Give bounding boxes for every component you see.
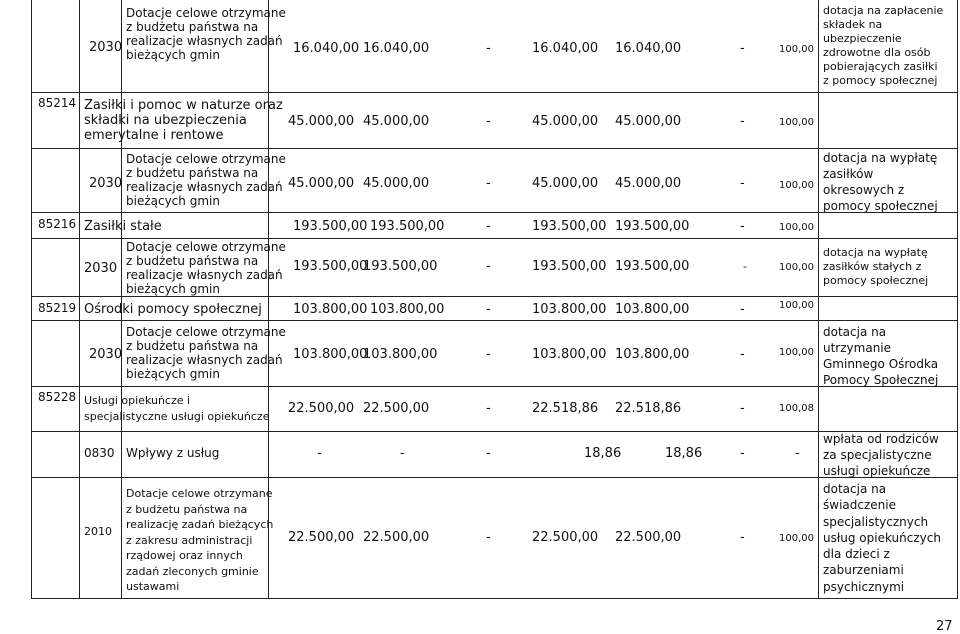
plan-value: 103.800,00 [293, 347, 368, 362]
dash-cell: - [743, 260, 747, 273]
name-line: z budżetu państwa na [126, 20, 259, 34]
row-description [823, 431, 939, 479]
after-changes-value: 16.040,00 [363, 41, 430, 56]
description-line: usług opiekuńczych [823, 530, 941, 545]
name-line: realizację zadań bieżących [126, 518, 274, 531]
name-line: z budżetu państwa na [126, 339, 259, 353]
paragraph-code: 2030 [89, 347, 123, 362]
row-description [823, 150, 938, 214]
description-line: zasiłków [823, 167, 874, 181]
description-line: wpłata od rodziców [823, 432, 939, 446]
dash-cell: - [740, 347, 745, 362]
execution-value: 16.040,00 [615, 41, 682, 56]
row-name [126, 240, 286, 296]
description-line: specjalistycznych [823, 514, 929, 529]
row-name [126, 486, 273, 595]
description-line: pobierających zasiłki [823, 60, 938, 73]
grid-line [31, 212, 958, 213]
description-line: z pomocy społecznej [823, 74, 938, 87]
description-line: dotacja na wypłatę [823, 151, 938, 165]
dash-cell: - [486, 41, 491, 56]
row-name [84, 98, 283, 143]
name-line: Dotacje celowe otrzymane [126, 487, 273, 500]
name-line: bieżących gmin [126, 282, 220, 296]
paragraph-code: 2030 [84, 261, 118, 276]
name-line: Zasiłki i pomoc w naturze oraz [84, 98, 283, 113]
grid-line [31, 386, 958, 387]
description-line: psychicznymi [823, 579, 905, 594]
execution-value: 22.500,00 [615, 530, 682, 545]
name-line: ustawami [126, 580, 180, 593]
dash-cell: - [740, 302, 745, 317]
percent-value: 100,00 [779, 44, 814, 55]
grid-line [957, 0, 958, 598]
execution-value: 18,86 [665, 446, 703, 461]
after-changes-value: 22.500,00 [363, 401, 430, 416]
grid-line [31, 148, 958, 149]
percent-value: 100,08 [779, 403, 814, 414]
dash-cell: - [740, 219, 745, 234]
description-line: zaburzeniami [823, 563, 904, 578]
grid-line [31, 320, 958, 321]
description-line: dotacja na zapłacenie [823, 4, 944, 17]
grid-line [31, 598, 958, 599]
plan-value: 103.800,00 [293, 302, 368, 317]
execution-value: 18,86 [584, 446, 622, 461]
name-line: Usługi opiekuńcze i [84, 394, 191, 407]
name-line: Dotacje celowe otrzymane [126, 240, 286, 254]
row-name [126, 325, 286, 381]
name-line: składki na ubezpieczenia [84, 113, 247, 128]
description-line: utrzymanie [823, 341, 892, 355]
description-line: dotacja na wypłatę [823, 246, 928, 259]
plan-value: 22.500,00 [288, 401, 355, 416]
plan-value: 16.040,00 [293, 41, 360, 56]
plan-value: 193.500,00 [293, 219, 368, 234]
dash-cell: - [486, 114, 491, 129]
after-changes-value: 45.000,00 [363, 114, 430, 129]
description-line: dla dzieci z [823, 547, 890, 562]
after-changes-value: 22.500,00 [363, 530, 430, 545]
percent-value: - [795, 446, 800, 461]
description-line: zasiłków stałych z [823, 260, 922, 273]
description-line: dotacja na [823, 482, 887, 496]
dash-cell: - [740, 114, 745, 129]
after-changes-value: 193.500,00 [363, 259, 438, 274]
name-line: zadań zleconych gminie [126, 564, 259, 578]
name-line: z budżetu państwa na [126, 166, 259, 180]
dash-cell: - [486, 302, 491, 317]
name-line: Dotacje celowe otrzymane [126, 6, 286, 20]
dash-cell: - [486, 219, 491, 234]
dash-cell: - [486, 530, 491, 545]
description-line: Gminnego Ośrodka [823, 357, 939, 371]
name-line: rządowej oraz innych [126, 549, 243, 562]
grid-line [818, 0, 819, 598]
row-name [84, 393, 270, 425]
dash-cell: - [740, 530, 745, 545]
description-line: świadczenie [823, 498, 896, 513]
after-changes-value: 103.800,00 [370, 302, 445, 317]
row-name [126, 6, 286, 62]
grid-line [79, 0, 80, 598]
name-line: specjalistyczne usługi opiekuńcze [84, 410, 270, 423]
grid-line [31, 238, 958, 239]
execution-value: 193.500,00 [615, 219, 690, 234]
description-line: Pomocy Społecznej [823, 373, 939, 387]
name-line: Dotacje celowe otrzymane [126, 325, 286, 339]
name-line: z budżetu państwa na [126, 502, 248, 516]
execution-value: 45.000,00 [532, 176, 599, 191]
dash-cell: - [486, 259, 491, 274]
execution-value: 103.800,00 [532, 347, 607, 362]
execution-value: 45.000,00 [615, 114, 682, 129]
execution-value: 22.518,86 [615, 401, 682, 416]
dash-cell: - [486, 176, 491, 191]
name-line: bieżących gmin [126, 48, 220, 62]
execution-value: 22.500,00 [532, 530, 599, 545]
section-code: 85214 [38, 96, 77, 110]
dash-cell: - [486, 347, 491, 362]
execution-value: 22.518,86 [532, 401, 599, 416]
row-description [823, 246, 928, 288]
name-line: z budżetu państwa na [126, 254, 259, 268]
name-line: realizacje własnych zadań [126, 268, 283, 282]
dash-cell: - [740, 401, 745, 416]
description-line: pomocy społecznej [823, 274, 929, 287]
grid-line [121, 0, 122, 598]
percent-value: 100,00 [779, 117, 814, 128]
percent-value: 100,00 [779, 300, 814, 311]
after-changes-value: 45.000,00 [363, 176, 430, 191]
name-line: emerytalne i rentowe [84, 128, 224, 143]
execution-value: 103.800,00 [615, 347, 690, 362]
plan-value: 193.500,00 [293, 259, 368, 274]
page-number: 27 [936, 619, 953, 634]
dash-cell: - [740, 176, 745, 191]
section-code: 85228 [38, 390, 77, 404]
dash-cell: - [486, 401, 491, 416]
description-line: dotacja na [823, 325, 887, 339]
execution-value: 103.800,00 [615, 302, 690, 317]
percent-value: 100,00 [779, 262, 814, 273]
name-line: realizacje własnych zadań [126, 353, 283, 367]
after-changes-value: 193.500,00 [370, 219, 445, 234]
paragraph-code: 2030 [89, 40, 123, 55]
description-line: pomocy społecznej [823, 199, 938, 213]
row-description [823, 4, 943, 88]
description-line: zdrowotne dla osób [823, 46, 931, 59]
row-name: Ośrodki pomocy społecznej [84, 302, 262, 317]
dash-cell: - [740, 41, 745, 56]
execution-value: 193.500,00 [615, 259, 690, 274]
after-changes-value: 103.800,00 [363, 347, 438, 362]
grid-line [31, 92, 958, 93]
name-line: realizacje własnych zadań [126, 34, 283, 48]
row-name: Zasiłki stałe [84, 219, 162, 234]
description-line: ubezpieczenie [823, 32, 902, 45]
name-line: bieżących gmin [126, 194, 220, 208]
paragraph-code: 2030 [89, 176, 123, 191]
percent-value: 100,00 [779, 533, 814, 544]
plan-value: 22.500,00 [288, 530, 355, 545]
section-code: 85216 [38, 217, 77, 231]
description-line: składek na [823, 18, 883, 31]
grid-line [31, 477, 958, 478]
dash-cell: - [400, 446, 405, 461]
name-line: z zakresu administracji [126, 533, 253, 547]
description-line: za specjalistyczne [823, 448, 932, 462]
plan-value: 45.000,00 [288, 114, 355, 129]
percent-value: 100,00 [779, 222, 814, 233]
dash-cell: - [317, 446, 322, 461]
dash-cell: - [486, 446, 491, 461]
dash-cell: - [740, 446, 745, 461]
row-name [126, 152, 286, 208]
name-line: bieżących gmin [126, 367, 220, 381]
execution-value: 16.040,00 [532, 41, 599, 56]
name-line: realizacje własnych zadań [126, 180, 283, 194]
plan-value: 45.000,00 [288, 176, 355, 191]
grid-line [31, 296, 958, 297]
grid-line [31, 0, 32, 598]
execution-value: 193.500,00 [532, 219, 607, 234]
percent-value: 100,00 [779, 180, 814, 191]
percent-value: 100,00 [779, 347, 814, 358]
name-line: Dotacje celowe otrzymane [126, 152, 286, 166]
row-name: Wpływy z usług [126, 446, 220, 460]
paragraph-code: 0830 [84, 446, 115, 460]
execution-value: 45.000,00 [615, 176, 682, 191]
execution-value: 103.800,00 [532, 302, 607, 317]
execution-value: 45.000,00 [532, 114, 599, 129]
section-code: 85219 [38, 301, 77, 315]
paragraph-code: 2010 [84, 525, 112, 538]
row-description [823, 481, 941, 595]
row-description [823, 324, 938, 388]
description-line: okresowych z [823, 183, 905, 197]
description-line: usługi opiekuńcze [823, 464, 931, 478]
grid-line [31, 431, 958, 432]
execution-value: 193.500,00 [532, 259, 607, 274]
